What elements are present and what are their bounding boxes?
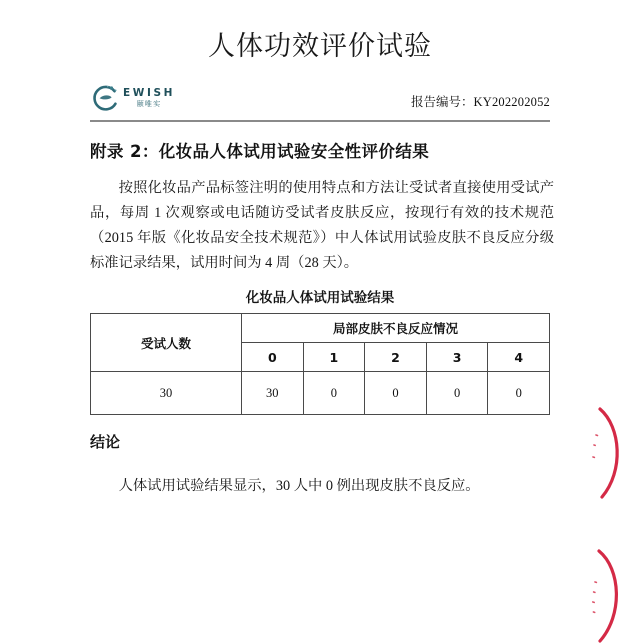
table-header-reaction-group: 局部皮肤不良反应情况: [242, 314, 550, 343]
logo-wordmark: [123, 88, 175, 108]
conclusion-heading: 结论: [90, 433, 121, 451]
logo-english-text: EWISH: [123, 87, 176, 100]
appendix-heading: 附录 2：化妆品人体试用试验安全性评价结果: [90, 142, 430, 161]
document-header: [90, 82, 550, 120]
table-caption: 化妆品人体试用试验结果: [245, 290, 395, 306]
cell-grade-4-value: 0: [488, 372, 550, 415]
cell-subject-count: 30: [91, 372, 242, 415]
body-paragraph: 按照化妆品产品标签注明的使用特点和方法让受试者直接使用受试产品，每周 1 次观察或电话随访受试者皮肤反应，按现行有效的技术规范（2015 年版《化妆品安全技术规范》）中人体试用试验皮肤不良反应分级标准记录结果，试用时间为 4 周（28 天）。: [90, 180, 554, 271]
table-header-row-1: [91, 314, 550, 343]
report-number: [411, 92, 550, 110]
cell-grade-0-value: 30: [242, 372, 304, 415]
table-header-subject-count: 受试人数: [91, 314, 242, 372]
red-seal-arc-lower-icon: [580, 548, 640, 643]
conclusion-text: 人体试用试验结果显示，30 人中 0 例出现皮肤不良反应。: [118, 478, 480, 494]
table-header-grade-3: 3: [426, 343, 488, 372]
table-row: [91, 372, 550, 415]
table-header-grade-1: 1: [303, 343, 365, 372]
company-logo: [90, 82, 175, 114]
red-seal-arc-upper-icon: [580, 405, 640, 500]
cell-grade-3-value: 0: [426, 372, 488, 415]
table-header-grade-4: 4: [488, 343, 550, 372]
cell-grade-1-value: 0: [303, 372, 365, 415]
header-divider: [90, 120, 550, 122]
report-number-label: 报告编号：: [410, 95, 474, 109]
circular-e-logo-icon: [90, 83, 120, 113]
table-header-grade-0: 0: [242, 343, 304, 372]
report-number-value: KY202202052: [473, 95, 550, 109]
results-table: [90, 313, 550, 415]
cell-grade-2-value: 0: [365, 372, 427, 415]
page-title: 人体功效评价试验: [208, 31, 432, 62]
table-header-grade-2: 2: [365, 343, 427, 372]
logo-chinese-text: 颐唯实: [136, 99, 162, 108]
